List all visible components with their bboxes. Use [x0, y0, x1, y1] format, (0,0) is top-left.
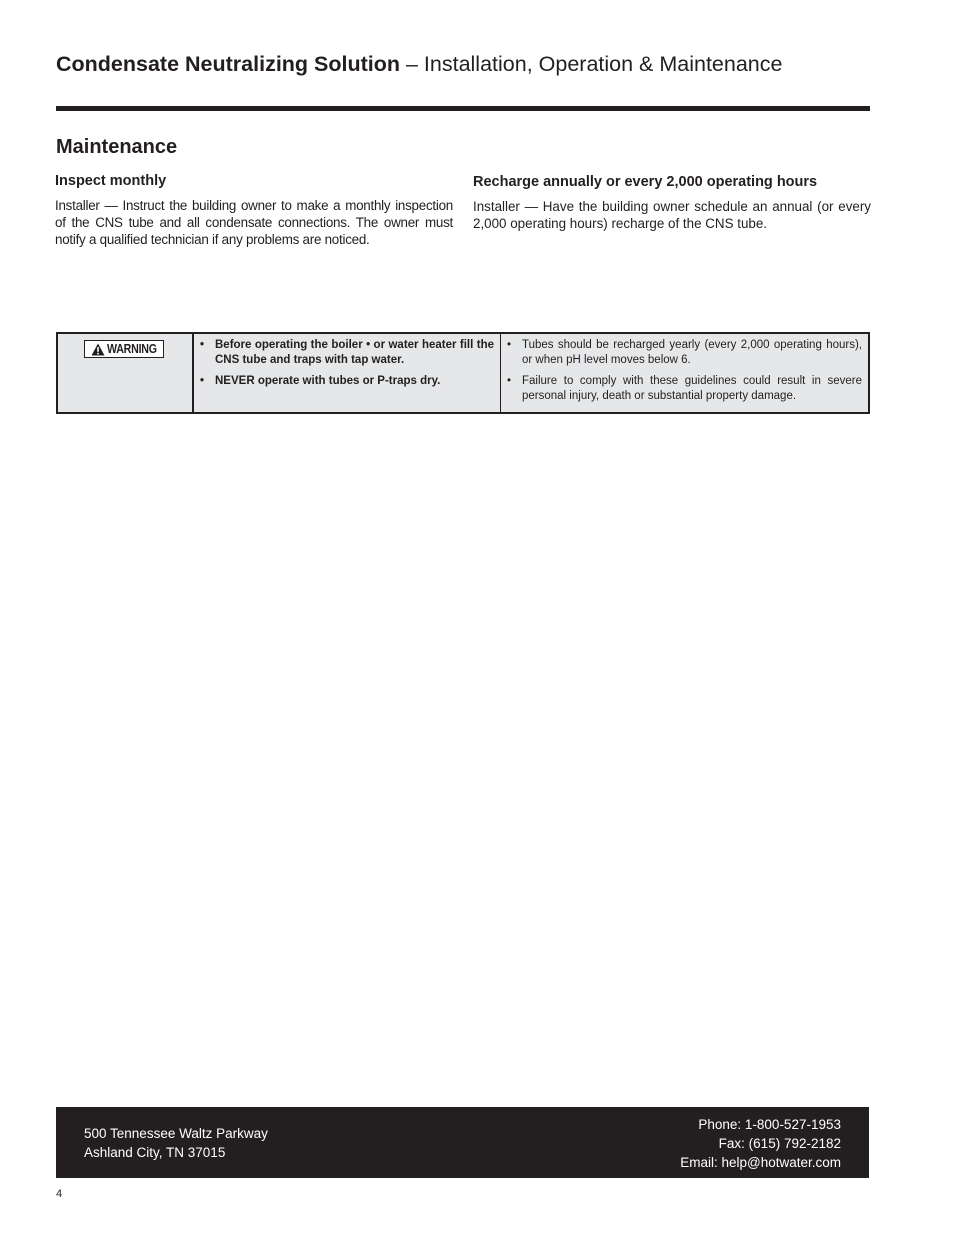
page-header-title: [56, 50, 916, 78]
section-title: Maintenance: [56, 136, 178, 158]
footer-address-line2: Ashland City, TN 37015: [84, 1145, 226, 1160]
footer-contact: [680, 1115, 841, 1172]
recharge-heading: Recharge annually or every 2,000 operating hours: [473, 174, 818, 190]
footer-address: [84, 1124, 268, 1162]
header-title-bold: Condensate Neutralizing Solution: [56, 52, 401, 76]
footer-phone: Phone: 1-800-527-1953: [698, 1117, 841, 1132]
warning-right-list: [507, 338, 862, 404]
header-title-rest: – Installation, Operation & Maintenance: [400, 52, 783, 76]
warning-box: [56, 332, 870, 414]
recharge-column: [473, 173, 871, 232]
recharge-body: Installer — Have the building owner schedule an annual (or every 2,000 operating hours) recharge of the CNS tube.: [473, 199, 871, 231]
page-number: 4: [56, 1188, 63, 1200]
header-divider: [56, 106, 870, 111]
page-footer: [56, 1107, 869, 1178]
footer-address-line1: 500 Tennessee Waltz Parkway: [84, 1126, 268, 1141]
warning-left-cell: [194, 334, 501, 412]
footer-email: Email: help@hotwater.com: [680, 1155, 841, 1170]
inspect-monthly-heading: Inspect monthly: [55, 173, 167, 189]
inspect-monthly-column: [55, 172, 453, 248]
footer-fax: Fax: (615) 792-2182: [718, 1136, 841, 1151]
list-item: • Before operating the boiler • or water heater fill the CNS tube and traps with tap water.: [200, 338, 494, 368]
warning-badge-cell: [58, 334, 194, 412]
inspect-monthly-body: Installer — Instruct the building owner to make a monthly inspection of the CNS tube and all condensate connections. The owner must notify a qualified technician if any problems are noticed.: [55, 198, 453, 247]
warning-badge: [84, 340, 164, 358]
warning-left-list: [200, 338, 494, 389]
list-item: • Tubes should be recharged yearly (every 2,000 operating hours), or when pH level moves below 6.: [507, 338, 862, 368]
warning-triangle-icon: [91, 343, 105, 356]
list-item: • NEVER operate with tubes or P-traps dry.: [200, 374, 494, 389]
warning-right-cell: [501, 334, 868, 412]
list-item: • Failure to comply with these guidelines could result in severe personal injury, death or substantial property damage.: [507, 374, 862, 404]
warning-badge-label: WARNING: [106, 341, 157, 356]
